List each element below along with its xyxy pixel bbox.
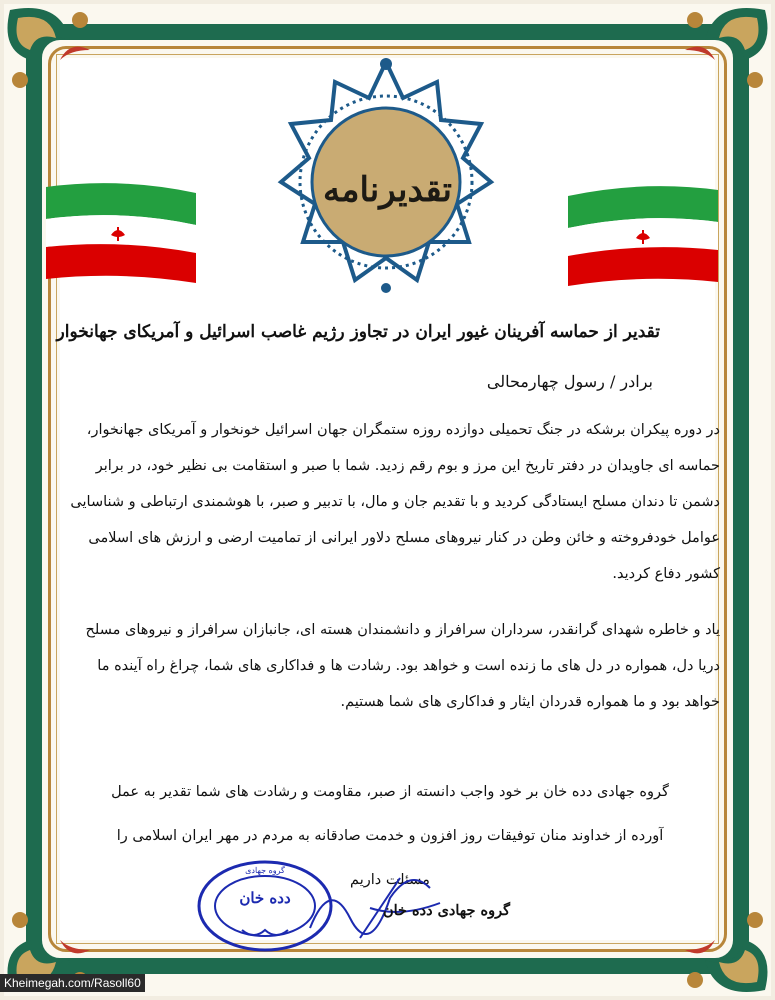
stamp-name: دده خان bbox=[239, 889, 291, 907]
certificate-paragraph: گروه جهادی دده خان بر خود واجب دانسته از صبر، مقاومت و رشادت های شما تقدیر به عمل آورده از خداوند منان توفیقات روز افزون و خدمت صادقانه به مردم در مهر ایران اسلامی را مسئلت داریم bbox=[111, 784, 669, 888]
watermark: Kheimegah.com/Rasoll60 bbox=[0, 974, 145, 992]
stamp-ring-text: گروه جهادی bbox=[245, 866, 285, 875]
certificate-paragraph: یاد و خاطره شهدای گرانقدر، سرداران سرافراز و دانشمندان هسته ای، جانبازان سرافراز و نیروهای مسلح دریا دل، همواره در دل های ما زنده است و خواهد بود. رشادت ها و فداکاری های شما، چراغ راه آینده ما خواهد بود و ما همواره قدردان ایثار و فداکاری های شما هستیم. bbox=[85, 622, 720, 710]
recipient-salutation: برادر / رسول چهارمحالی bbox=[486, 372, 653, 391]
corner-ornament-icon bbox=[655, 0, 775, 120]
corner-ornament-icon bbox=[655, 880, 775, 1000]
certificate-heading: تقدیر از حماسه آفرینان غیور ایران در تجاوز رژیم غاصب اسرائیل و آمریکای جهانخوار bbox=[56, 322, 660, 342]
corner-ornament-icon bbox=[0, 0, 120, 120]
iran-flag-icon bbox=[568, 186, 718, 286]
certificate-paragraph: در دوره پیکران برشکه در جنگ تحمیلی دوازده روزه ستمگران جهان اسرائیل خونخوار و آمریکای جهانخوار، حماسه ای جاویدان در دفتر تاریخ این مرز و بوم رقم زدید. شما با صبر و استقامت بی نظیر خود، در برابر دشمن تا دندان مسلح ایستادگی کردید و با تقدیم جان و مال، با تدبیر و صبر، با هوشمندی ارتباطی و شناسایی عوامل خودفروخته و خائن وطن در کنار نیروهای مسلح دلاور ایرانی از تمامیت ارضی و ارزش های اسلامی کشور دفاع کردید. bbox=[70, 422, 720, 582]
certificate-title: تقدیرنامه bbox=[323, 170, 452, 210]
signature-line: گروه جهادی دده خان bbox=[382, 902, 510, 919]
iran-flag-icon bbox=[46, 183, 196, 283]
